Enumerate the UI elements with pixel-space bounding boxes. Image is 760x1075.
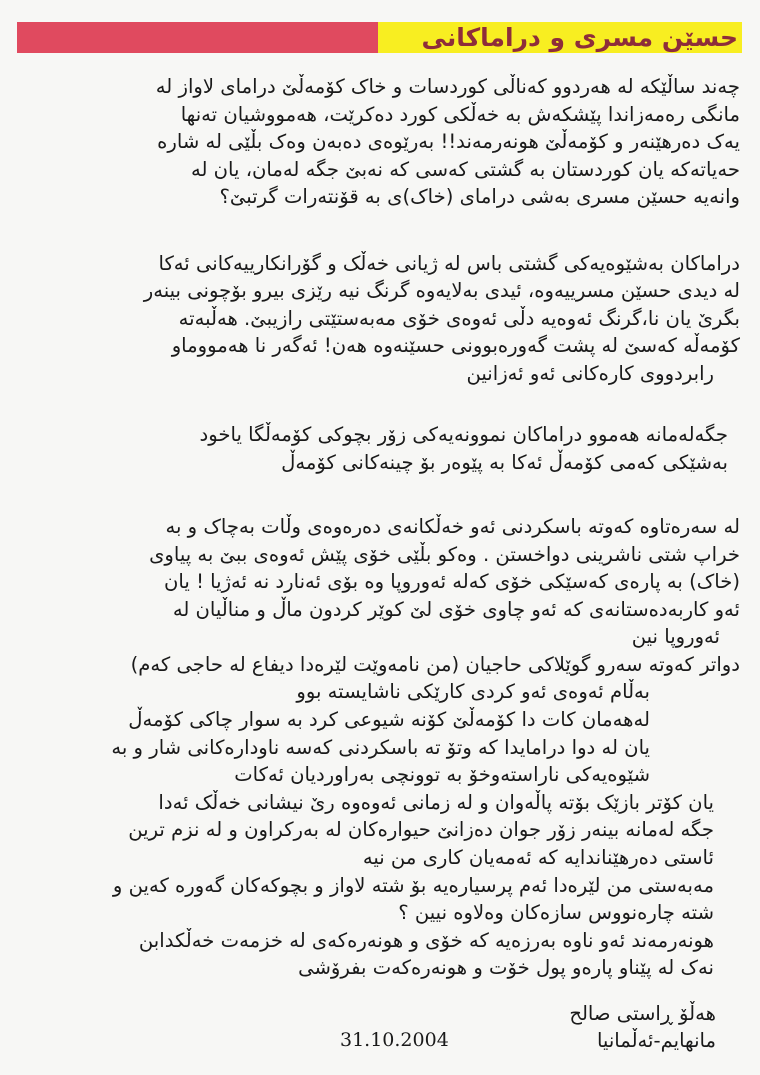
- text-line: جگەلەمانە هەموو دراماکان نموونەیەکی زۆر بچوکی کۆمەڵگا یاخود: [199, 423, 728, 447]
- article-date: 31.10.2004: [340, 1029, 449, 1051]
- text-line: کۆمەڵە کەسێ لە پشت گەورەبوونی حسێنەوە هەن! ئەگەر نا هەمووماو: [171, 334, 740, 358]
- text-line: (خاک) بە پارەی کەسێکی خۆی کەلە ئەوروپا وە بۆی ئەنارد نە ئەژیا ! یان: [164, 570, 740, 594]
- paragraph-gap: [16, 476, 740, 504]
- paragraph-gap: [16, 388, 740, 416]
- title-banner: [17, 22, 742, 53]
- text-line: جگە لەمانە بینەر زۆر جوان دەزانێ حیوارەکان لە بەرکراون و لە نزم ترین: [128, 818, 714, 842]
- text-line: خراپ شتی ناشرینی دواخستن . وەکو بڵێی خۆی پێش ئەوەی ببێ بە پیاوی: [149, 542, 740, 566]
- paragraph-4: [16, 513, 740, 982]
- paragraph-gap: [16, 211, 740, 239]
- article-title: حسێن مسری و دراماکانی: [421, 23, 738, 52]
- text-line: یەک دەرهێنەر و کۆمەڵێ هونەرمەند!! بەرێوەی دەبەن وەک بڵێی لە شارە: [157, 130, 740, 154]
- text-line: یان کۆتر بازێک بۆتە پاڵەوان و لە زمانی ئەوەوە رێ نیشانی خەڵک ئەدا: [158, 790, 714, 814]
- banner-red-block: [17, 22, 378, 53]
- author-name: هەڵۆ ڕاستی صالح: [569, 1002, 716, 1025]
- text-line: دراماکان بەشێوەیەکی گشتی باس لە ژیانی خەڵک و گۆرانکارییەکانی ئەکا: [158, 251, 740, 275]
- text-line: وانەیە حسێن مسری بەشی درامای (خاک)ی بە قۆنتەرات گرتبێ؟: [219, 185, 740, 209]
- text-line: لە دیدی حسێن مسرییەوە، ئیدی بەلایەوە گرنگ نیە رێزی بیرو بۆچونی بینەر: [143, 279, 740, 303]
- text-line: شتە چارەنووس سازەکان وەلاوە نیین ؟: [398, 901, 714, 925]
- paragraph-gap: [16, 239, 740, 250]
- paragraph-2: [16, 250, 740, 388]
- text-line: چەند ساڵێکە لە هەردوو کەناڵی کوردسات و خاک کۆمەڵێ درامای لاواز لە: [155, 75, 740, 98]
- text-line: لەهەمان کات دا کۆمەڵێ کۆنە شیوعی کرد بە سوار چاکی کۆمەڵ: [128, 708, 650, 732]
- article-body: [16, 73, 740, 982]
- text-line: شێوەیەکی ناراستەوخۆ بە توونچی بەراوردیان ئەکات: [234, 763, 650, 787]
- text-line: نەک لە پێناو پارەو پول خۆت و هونەرەکەت بفرۆشی: [298, 956, 714, 980]
- text-line: دواتر کەوتە سەرو گوێلاکی حاجیان (من نامەوێت لێرەدا دیفاع لە حاجی کەم): [130, 652, 740, 676]
- author-location: مانهایم-ئەڵمانیا: [596, 1029, 716, 1052]
- text-line: بەڵام ئەوەی ئەو کردی کارێکی ناشایستە بوو: [296, 680, 650, 704]
- text-line: مانگی رەمەزاندا پێشکەش بە خەڵکی کورد دەکرێت، هەمووشیان تەنها: [180, 102, 740, 126]
- text-line: هونەرمەند ئەو ناوە بەرزەیە کە خۆی و هونەرەکەی لە خزمەت خەڵکدابن: [138, 928, 714, 952]
- text-line: ئەو کاربەدەستانەی کە ئەو چاوی خۆی لێ کوێر کردون ماڵ و مناڵیان لە: [172, 597, 740, 621]
- banner-yellow-block: [378, 22, 742, 53]
- text-line: رابردووی کارەکانی ئەو ئەزانین: [466, 361, 714, 385]
- text-line: بەشێکی کەمی کۆمەڵ ئەکا بە پێوەر بۆ چینەکانی کۆمەڵ: [281, 450, 728, 474]
- text-line: بگرێ یان نا،گرنگ ئەوەیە دڵی ئەوەی خۆی مەبەستێتی رازیبێ. هەڵبەتە: [178, 306, 740, 330]
- paragraph-gap: [16, 504, 740, 513]
- text-line: ئاستی دەرهێناندایە کە ئەمەیان کاری من نیە: [362, 846, 714, 870]
- text-line: ئەوروپا نین: [631, 625, 720, 649]
- paragraph-3: [16, 421, 740, 476]
- paragraph-1: [16, 73, 740, 211]
- text-line: لە سەرەتاوە کەوتە باسکردنی ئەو خەڵکانەی دەرەوەی وڵات بەچاک و بە: [165, 514, 740, 538]
- text-line: حەیاتەکە یان کوردستان بە گشتی کەسی کە نەبێ جگە لەمان، یان لە: [190, 157, 740, 181]
- text-line: یان لە دوا درامایدا کە وتۆ تە باسکردنی کەسە ناودارەکانی شار و بە: [111, 735, 650, 759]
- text-line: مەبەستی من لێرەدا ئەم پرسیارەیە بۆ شتە لاواز و بچوکەکان گەورە کەین و: [112, 873, 714, 897]
